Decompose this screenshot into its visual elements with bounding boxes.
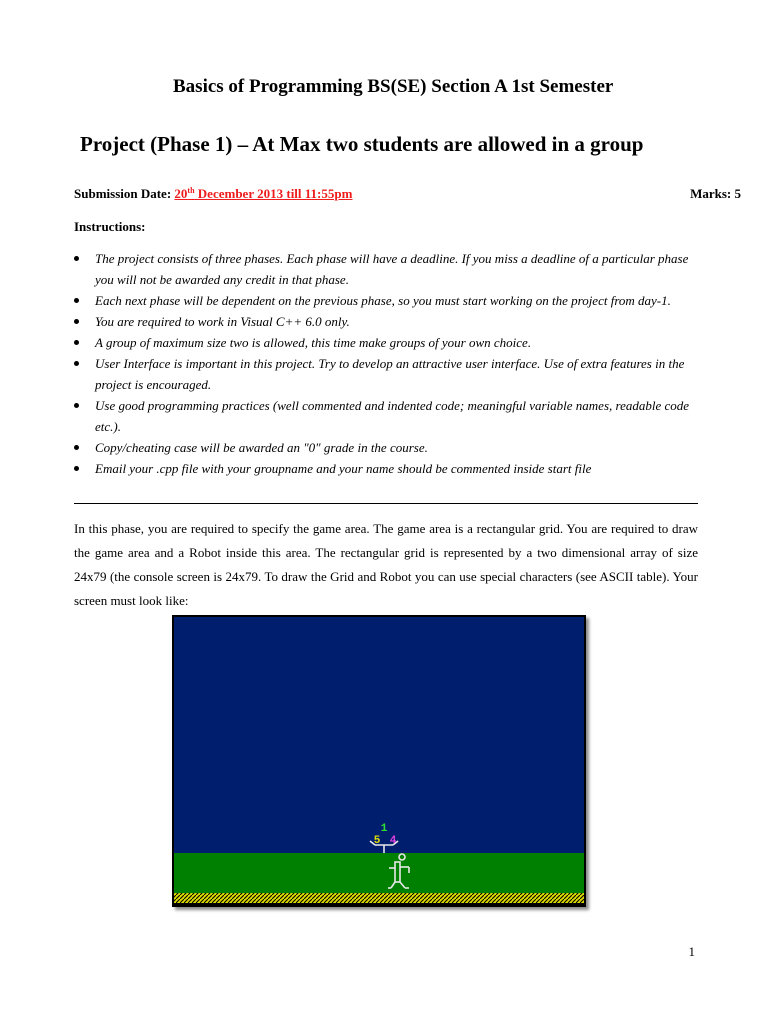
instruction-item: A group of maximum size two is allowed, this time make groups of your own choice.	[74, 332, 698, 353]
submission-date-rest: December 2013 till 11:55pm	[194, 186, 353, 201]
game-sky	[174, 617, 584, 853]
submission-label: Submission Date:	[74, 186, 175, 201]
submission-date	[174, 186, 352, 201]
section-divider	[74, 503, 698, 504]
submission-date-day: 20	[174, 186, 188, 201]
project-title: Project (Phase 1) – At Max two students are allowed in a group	[80, 132, 644, 156]
course-title: Basics of Programming BS(SE) Section A 1st Semester	[173, 76, 614, 97]
instruction-item: Each next phase will be dependent on the previous phase, so you must start working on the project from day-1.	[74, 290, 698, 311]
game-screenshot	[172, 615, 586, 907]
instruction-item: Use good programming practices (well commented and indented code; meaningful variable names, readable code etc.).	[74, 395, 698, 437]
submission-date-suffix: th	[187, 186, 195, 195]
instructions-heading: Instructions:	[74, 219, 146, 234]
submission-line	[74, 186, 352, 202]
phase-description: In this phase, you are required to specify the game area. The game area is a rectangular grid. You are required to draw the game area and a Robot inside this area. The rectangular grid is represented by a two dimensional array of size 24x79 (the console screen is 24x79. To draw the Grid and Robot you can use special characters (see ASCII table). Your screen must look like:	[74, 521, 698, 608]
instruction-item: The project consists of three phases. Each phase will have a deadline. If you miss a deadline of a particular phase you will not be awarded any credit in that phase.	[74, 248, 698, 290]
page-number: 1	[688, 944, 695, 959]
game-ground-stripe	[174, 893, 584, 903]
instruction-item: Copy/cheating case will be awarded an "0" grade in the course.	[74, 437, 698, 458]
instruction-item: User Interface is important in this project. Try to develop an attractive user interface. Use of extra features in the project is encouraged.	[74, 353, 698, 395]
instructions-list	[74, 248, 698, 479]
marks-label: Marks: 5	[690, 186, 741, 201]
robot-number-right: 4	[389, 835, 397, 847]
robot-number-top: 1	[380, 823, 388, 835]
instruction-item: Email your .cpp file with your groupname and your name should be commented inside start file	[74, 458, 698, 479]
game-ground	[174, 853, 584, 899]
robot-number-left: 5	[373, 835, 381, 847]
instruction-item: You are required to work in Visual C++ 6.0 only.	[74, 311, 698, 332]
